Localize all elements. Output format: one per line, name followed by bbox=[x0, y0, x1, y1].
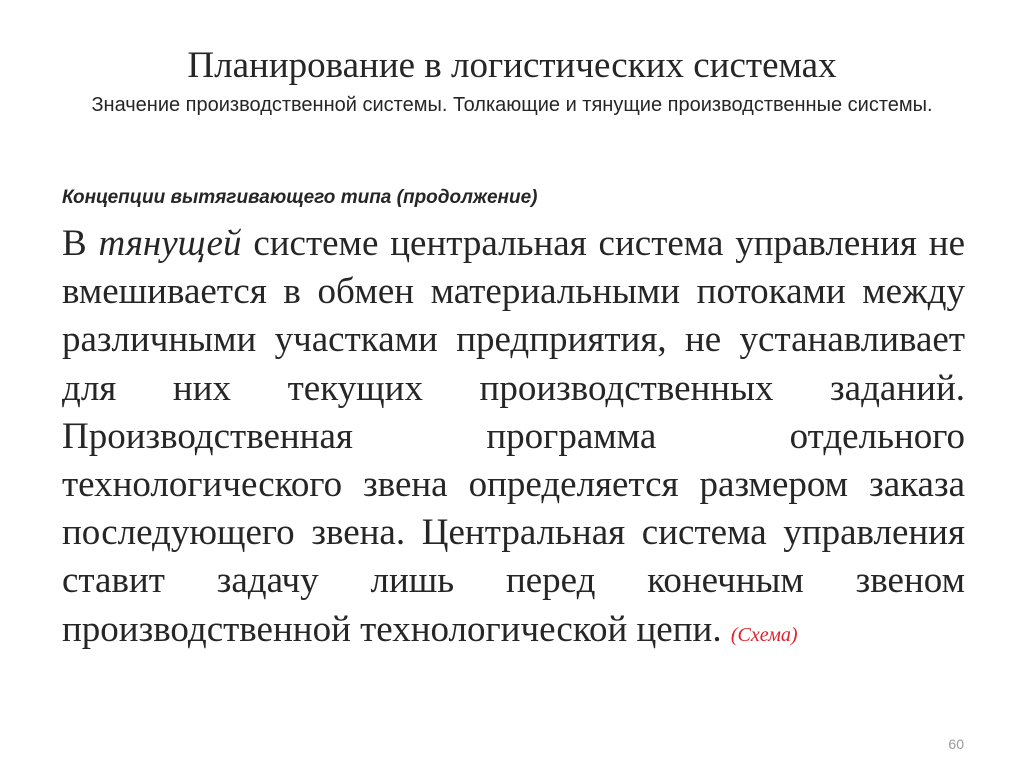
body-paragraph bbox=[62, 220, 965, 659]
page-number: 60 bbox=[948, 736, 964, 752]
scheme-link[interactable]: (Схема) bbox=[730, 623, 798, 646]
slide-title: Планирование в логистических системах bbox=[187, 45, 837, 86]
body-text-start: В bbox=[62, 223, 99, 264]
concept-heading: Концепции вытягивающего типа (продолжение) bbox=[62, 187, 538, 208]
slide-subtitle: Значение производственной системы. Толкающие и тянущие производственные системы. bbox=[91, 94, 933, 116]
body-text-main: системе центральная система управления не вмешивается в обмен материальными потоками между различными участками предприятия, не устанавливает для них текущих производственных заданий. Производственная программа отдельного технологического звена определяется размером заказа последующего звена. Центральная система управления ставит задачу лишь перед конечным звеном производственной технологической цепи. bbox=[62, 223, 965, 650]
body-text-emphasis: тянущей bbox=[98, 223, 242, 264]
